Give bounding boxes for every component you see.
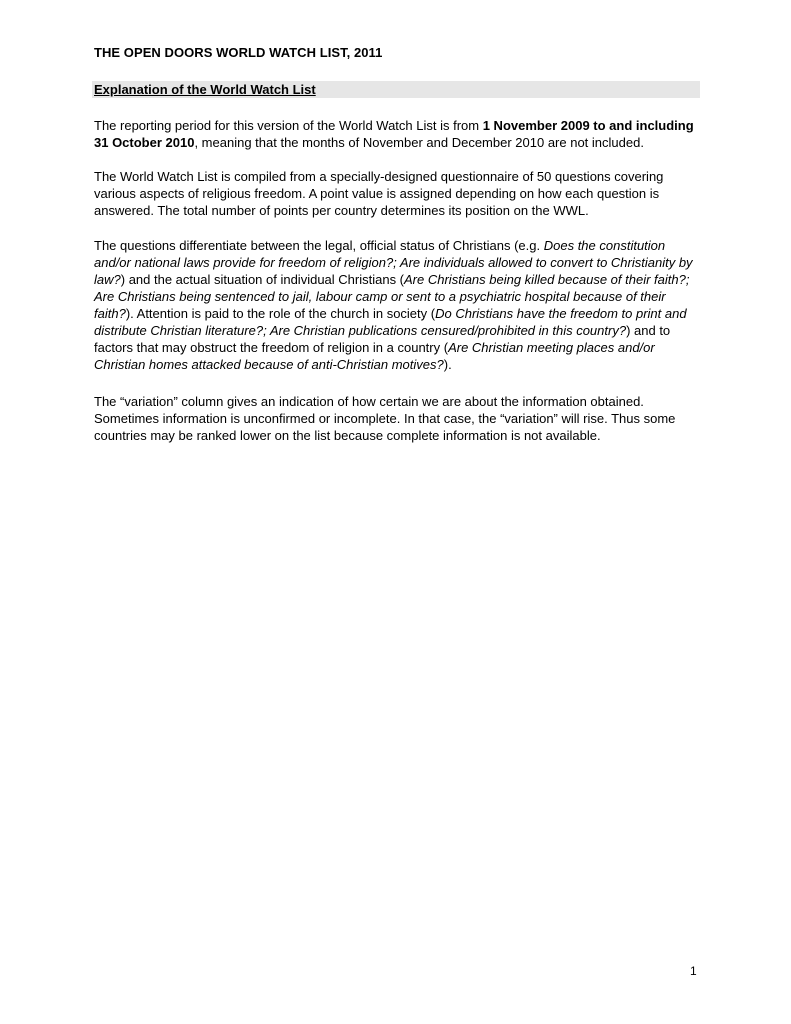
example-questions-obstruction: Are Christian meeting places and/or Christian homes attacked because of anti-Christian motives? xyxy=(94,340,655,372)
paragraph-text: ). Attention is paid to the role of the church in society ( xyxy=(125,306,436,321)
document-title: THE OPEN DOORS WORLD WATCH LIST, 2011 xyxy=(94,45,383,60)
paragraph-variation: The “variation” column gives an indication of how certain we are about the information obtained. Sometimes information is unconfirmed or incomplete. In that case, the “variation” will rise. Thus some countries may be ranked lower on the list because complete information is not available. xyxy=(94,394,676,443)
example-questions-individual: Are Christians being killed because of their faith?; Are Christians being sentenced to jail, labour camp or sent to a psychiatric hospital because of their faith? xyxy=(94,272,690,321)
reporting-period-dates: 1 November 2009 to and including 31 October 2010 xyxy=(94,118,694,150)
paragraph-reporting-period xyxy=(94,117,700,151)
paragraph-text: The reporting period for this version of the World Watch List is from xyxy=(94,118,483,133)
section-heading: Explanation of the World Watch List xyxy=(94,82,316,97)
paragraph-text: ). xyxy=(443,357,452,372)
paragraph-text: ) and to factors that may obstruct the freedom of religion in a country ( xyxy=(94,323,671,355)
section-heading-bar xyxy=(92,81,700,98)
paragraph-questionnaire: The World Watch List is compiled from a specially-designed questionnaire of 50 questions covering various aspects of religious freedom. A point value is assigned depending on how each question is answered. The total number of points per country determines its position on the WWL. xyxy=(94,169,664,218)
paragraph-text: ) and the actual situation of individual Christians ( xyxy=(120,272,405,287)
paragraph-text: , meaning that the months of November and December 2010 are not included. xyxy=(194,135,644,150)
example-questions-church: Do Christians have the freedom to print and distribute Christian literature?; Are Christian publications censured/prohibited in this country? xyxy=(94,306,687,338)
paragraph-text: The questions differentiate between the legal, official status of Christians (e.g. xyxy=(94,238,544,253)
page-number: 1 xyxy=(690,964,697,978)
paragraph-questions xyxy=(94,237,700,373)
example-questions-legal: Does the constitution and/or national laws provide for freedom of religion?; Are individuals allowed to convert to Christianity by law? xyxy=(94,238,693,287)
